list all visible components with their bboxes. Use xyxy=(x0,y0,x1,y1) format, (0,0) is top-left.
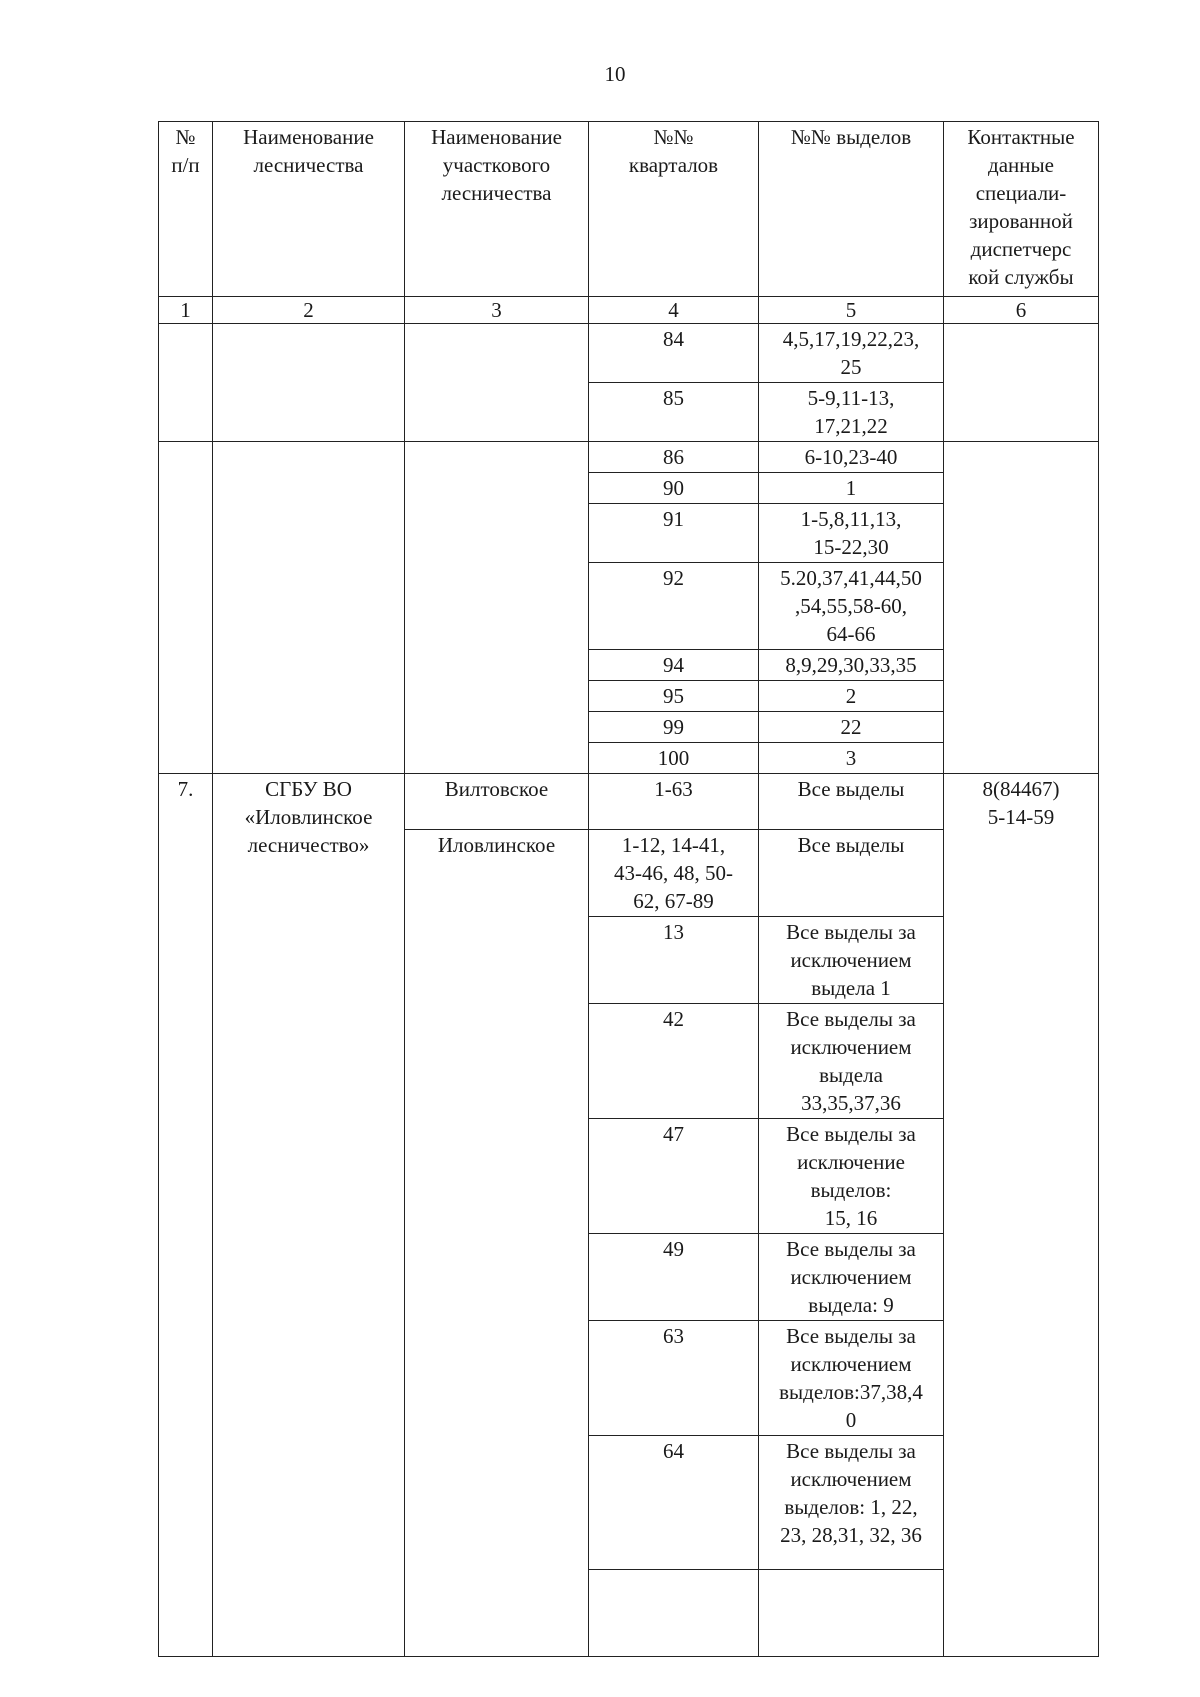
contact-cell: 8(84467) 5-14-59 xyxy=(944,774,1099,1657)
empty-cell xyxy=(159,324,213,442)
column-number: 1 xyxy=(159,297,213,324)
kvartal-cell: 91 xyxy=(589,504,759,563)
kvartal-cell: 92 xyxy=(589,563,759,650)
table-row xyxy=(159,324,1099,383)
table-row xyxy=(159,442,1099,473)
column-number: 2 xyxy=(213,297,405,324)
vydely-cell: 4,5,17,19,22,23, 25 xyxy=(759,324,944,383)
vydely-cell: 6-10,23-40 xyxy=(759,442,944,473)
kvartal-cell: 86 xyxy=(589,442,759,473)
column-number: 4 xyxy=(589,297,759,324)
vydely-cell: 2 xyxy=(759,681,944,712)
table-row xyxy=(159,774,1099,830)
empty-cell xyxy=(213,324,405,442)
header-kvartals: №№ кварталов xyxy=(589,122,759,297)
vydely-cell: Все выделы за исключением выделов:37,38,4 0 xyxy=(759,1321,944,1436)
vydely-cell: Все выделы за исключением выдела 33,35,37,36 xyxy=(759,1004,944,1119)
forestry-table xyxy=(158,121,1099,1657)
kvartal-cell: 99 xyxy=(589,712,759,743)
kvartal-cell: 90 xyxy=(589,473,759,504)
kvartal-cell: 94 xyxy=(589,650,759,681)
kvartal-cell: 1-12, 14-41, 43-46, 48, 50- 62, 67-89 xyxy=(589,830,759,917)
vydely-cell: 5.20,37,41,44,50 ,54,55,58-60, 64-66 xyxy=(759,563,944,650)
empty-cell xyxy=(944,442,1099,774)
vydely-cell: 5-9,11-13, 17,21,22 xyxy=(759,383,944,442)
vydely-cell: Все выделы за исключение выделов: 15, 16 xyxy=(759,1119,944,1234)
kvartal-cell: 13 xyxy=(589,917,759,1004)
column-number-row xyxy=(159,297,1099,324)
column-number: 6 xyxy=(944,297,1099,324)
page-number: 10 xyxy=(604,62,626,86)
vydely-cell: 1 xyxy=(759,473,944,504)
vydely-cell: 1-5,8,11,13, 15-22,30 xyxy=(759,504,944,563)
vydely-cell: Все выделы за исключением выдела: 9 xyxy=(759,1234,944,1321)
kvartal-cell: 95 xyxy=(589,681,759,712)
vydely-cell: 3 xyxy=(759,743,944,774)
kvartal-cell: 1-63 xyxy=(589,774,759,830)
empty-cell xyxy=(213,442,405,774)
empty-cell xyxy=(405,324,589,442)
column-number: 3 xyxy=(405,297,589,324)
header-contacts: Контактные данные специали- зированной диспетчерс кой службы xyxy=(944,122,1099,297)
kvartal-cell: 47 xyxy=(589,1119,759,1234)
empty-cell xyxy=(405,442,589,774)
header-forestry-name: Наименование лесничества xyxy=(213,122,405,297)
vydely-cell: 22 xyxy=(759,712,944,743)
forestry-name-cell: СГБУ ВО «Иловлинское лесничество» xyxy=(213,774,405,1657)
entry-number: 7. xyxy=(159,774,213,1657)
kvartal-cell: 63 xyxy=(589,1321,759,1436)
empty-cell xyxy=(944,324,1099,442)
empty-cell xyxy=(759,1570,944,1657)
vydely-cell: Все выделы за исключением выделов: 1, 22, 23, 28,31, 32, 36 xyxy=(759,1436,944,1570)
vydely-cell: 8,9,29,30,33,35 xyxy=(759,650,944,681)
kvartal-cell: 42 xyxy=(589,1004,759,1119)
kvartal-cell: 100 xyxy=(589,743,759,774)
header-district-name: Наименование участкового лесничества xyxy=(405,122,589,297)
district-name-cell: Вилтовское xyxy=(405,774,589,830)
kvartal-cell: 64 xyxy=(589,1436,759,1570)
empty-cell xyxy=(159,442,213,774)
kvartal-cell: 85 xyxy=(589,383,759,442)
kvartal-cell: 84 xyxy=(589,324,759,383)
vydely-cell: Все выделы за исключением выдела 1 xyxy=(759,917,944,1004)
district-name-cell: Иловлинское xyxy=(405,830,589,1657)
vydely-cell: Все выделы xyxy=(759,830,944,917)
table-header-row xyxy=(159,122,1099,297)
kvartal-cell: 49 xyxy=(589,1234,759,1321)
column-number: 5 xyxy=(759,297,944,324)
empty-cell xyxy=(589,1570,759,1657)
vydely-cell: Все выделы xyxy=(759,774,944,830)
header-number: № п/п xyxy=(159,122,213,297)
header-vydely: №№ выделов xyxy=(759,122,944,297)
